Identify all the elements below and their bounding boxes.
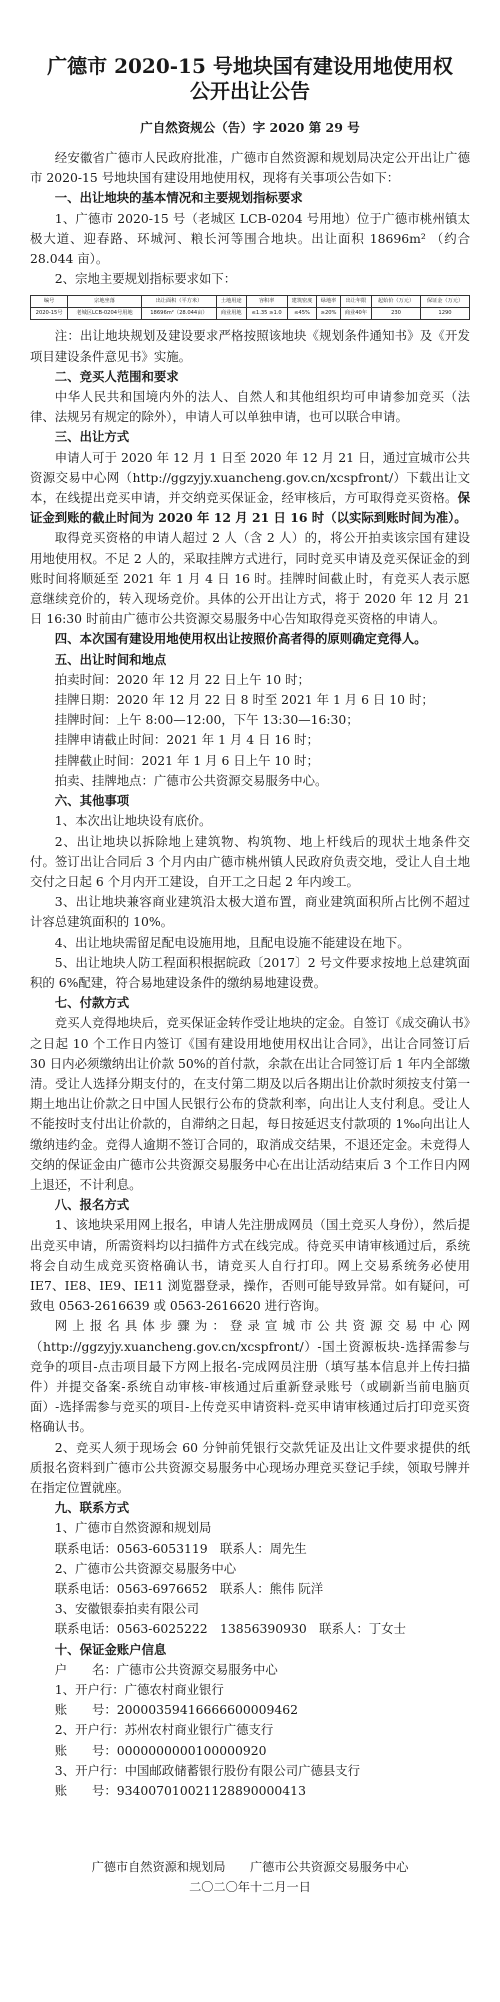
table-cell: ≥20%: [317, 308, 340, 320]
table-cell: 2020-15号: [31, 308, 68, 320]
other-matter-item: 1、本次出让地块设有底价。: [54, 813, 212, 829]
contact-line: 2、广德市公共资源交易服务中心: [54, 1560, 237, 1576]
table-cell: 商业用地: [216, 308, 246, 320]
account-line: 户 名：广德市公共资源交易服务中心: [54, 1661, 278, 1677]
schedule-item: 拍卖、挂牌地点：广德市公共资源交易服务中心。: [54, 772, 328, 788]
section-6-heading: 六、其他事项: [54, 793, 130, 809]
account-line: 3、开户行：中国邮政储蓄银行股份有限公司广德县支行: [54, 1762, 361, 1778]
contact-line: 联系电话：0563-6025222 13856390930 联系人：丁女士: [54, 1621, 406, 1637]
schedule-item: 挂牌日期：2020 年 12 月 22 日 8 时至 2021 年 1 月 6 日 10 时；: [54, 692, 434, 708]
table-header-cell: 保证金（万元）: [420, 296, 469, 308]
table-cell: 230: [372, 308, 421, 320]
title-line-1: 广德市 2020-15 号地块国有建设用地使用权: [47, 54, 453, 78]
table-header-cell: 起始价（万元）: [372, 296, 421, 308]
account-line: 账 号：20000359416666600009462: [54, 1702, 299, 1718]
schedule-item: 挂牌时间：上午 8:00—12:00，下午 13:30—16:30；: [54, 712, 359, 728]
section-7-heading: 七、付款方式: [54, 995, 130, 1011]
contact-line: 联系电话：0563-6976652 联系人：熊伟 阮洋: [54, 1581, 324, 1597]
section-1-heading: 一、出让地块的基本情况和主要规划指标要求: [54, 190, 303, 206]
contact-line: 3、安徽银泰拍卖有限公司: [54, 1601, 199, 1617]
account-line: 账 号：934007010021128890000413: [54, 1783, 306, 1799]
contact-line: 1、广德市自然资源和规划局: [54, 1520, 212, 1536]
document-number: 广自然资规公（告）字 2020 第 29 号: [140, 120, 360, 135]
section-8-paragraph-2: 网上报名具体步骤为：登录宣城市公共资源交易中心网（http://ggzyjy.xuancheng.gov.cn/xcspfront/）-国土资源板块-选择需参与竞争的项目-点击项目最下方网上报名-完成网员注册（填写基本信息并上传扫描件）并提交备案-系统自动审核-审核通过后重新登录账号（或刷新当前电脑页面）-选择需参与竞买的项目-上传竞买申请资料-竞买申请审核通过后打印竞买资格确认书。: [30, 1318, 470, 1435]
deposit-deadline-text: 保证金到账的截止时间为 2020 年 12 月 21 日 16 时（以实际到账时间为准）。: [30, 490, 470, 526]
signature-date: 二〇二〇年十二月一日: [189, 1880, 311, 1895]
section-1-note: 注：出让地块规划及建设要求严格按照该地块《规划条件通知书》及《开发项目建设条件意见书》实施。: [30, 328, 470, 364]
table-header-cell: 编号: [31, 296, 68, 308]
section-8-paragraph-1: 1、该地块采用网上报名，申请人先注册成网员（国土竞买人身份），然后提出竞买申请，所需资料均以扫描件方式在线完成。待竞买申请审核通过后，系统将会自动生成竞买资格确认书，请竞买人自行打印。网上交易系统务必使用 IE7、IE8、IE9、IE11 浏览器登录，操作，否则可能导致异常。如有疑问，可致电 0563-2616639 或 0563-2616620 进行咨询。: [30, 1217, 470, 1314]
table-cell: 老城区LCB-0204号用地: [68, 308, 142, 320]
table-header-cell: 宗地坐落: [68, 296, 142, 308]
table-cell: 商业40年: [340, 308, 371, 320]
other-matter-item: 5、出让地块人防工程面积根据皖政〔2017〕2 号文件要求按地上总建筑面积的 6%配建，符合易地建设条件的缴纳易地建设费。: [30, 954, 470, 990]
contact-line: 联系电话：0563-6053119 联系人：周先生: [54, 1540, 307, 1556]
table-header-cell: 绿地率: [317, 296, 340, 308]
table-header-cell: 容积率: [246, 296, 287, 308]
table-cell: 18696m²（28.044亩）: [141, 308, 216, 320]
other-matter-item: 2、出让地块以拆除地上建筑物、构筑物、地上杆线后的现状土地条件交付。签订出让合同后 3 个月内由广德市桃州镇人民政府负责交地，受让人自土地交付之日起 6 个月内开工建设，自开工之日起 2 年内竣工。: [30, 833, 470, 889]
table-header-cell: 出让面积（平方米）: [141, 296, 216, 308]
section-1-paragraph-2: 2、宗地主要规划指标要求如下：: [54, 271, 237, 287]
account-line: 1、开户行：广德农村商业银行: [54, 1682, 224, 1698]
section-5-heading: 五、出让时间和地点: [54, 651, 167, 667]
table-cell: 1290: [420, 308, 469, 320]
section-4-heading: 四、本次国有建设用地使用权出让按照价高者得的原则确定竞得人。: [54, 631, 427, 647]
schedule-item: 挂牌截止时间：2021 年 1 月 6 日上午 10 时；: [54, 752, 319, 768]
signature-orgs: 广德市自然资源和规划局 广德市公共资源交易服务中心: [91, 1860, 409, 1875]
section-2-heading: 二、竞买人范围和要求: [54, 368, 179, 384]
section-8-paragraph-3: 2、竞买人须于现场会 60 分钟前凭银行交款凭证及出让文件要求提供的纸质报名资料到广德市公共资源交易服务中心现场办理竞买登记手续，领取号牌并在指定位置就座。: [30, 1439, 470, 1495]
section-3-p1-text: 申请人可于 2020 年 12 月 1 日至 2020 年 12 月 21 日，通过宣城市公共资源交易中心网（http://ggzyjy.xuancheng.gov.cn/xcspfront/）下载出让文本，在线提出竞买申请，并交纳竞买保证金，经审核后，方可取得竞买资格。: [30, 449, 470, 506]
land-spec-table: [30, 295, 470, 320]
table-header-cell: 建筑密度: [287, 296, 317, 308]
section-1-paragraph-1: 1、广德市 2020-15 号（老城区 LCB-0204 号用地）位于广德市桃州镇太极大道、迎春路、环城河、粮长河等围合地块。出让面积 18696m² （约合 28.044 亩）。: [30, 210, 470, 267]
page-title: [30, 54, 470, 104]
table-row: [31, 308, 470, 320]
title-line-2: 公开出让公告: [190, 79, 310, 103]
schedule-item: 挂牌申请截止时间：2021 年 1 月 4 日 16 时；: [54, 732, 319, 748]
section-8-heading: 八、报名方式: [54, 1197, 130, 1213]
section-7-paragraph-1: 竞买人竞得地块后，竞买保证金转作受让地块的定金。自签订《成交确认书》之日起 10 个工作日内签订《国有建设用地使用权出让合同》，出让合同签订后 30 日内必须缴纳出让价款 50%的首付款，余款在出让合同签订后 1 年内全部缴清。受让人选择分期支付的，在支付第二期及以后各期出让价款时须按支付第一期土地出让价款之日中国人民银行公布的贷款利率，向出让人支付利息。受让人不能按时支付出让价款的，自滞纳之日起，每日按延迟支付款项的 1‰向出让人缴纳违约金。竞得人逾期不签订合同的，取消成交结果，不退还定金。未竞得人交纳的保证金由广德市公共资源交易服务中心在出让活动结束后 3 个工作日内网上退还，不计利息。: [30, 1015, 470, 1192]
table-header-cell: 土地用途: [216, 296, 246, 308]
section-2-paragraph-1: 中华人民共和国境内外的法人、自然人和其他组织均可申请参加竞买（法律、法规另有规定的除外），申请人可以单独申请，也可以联合申请。: [30, 389, 470, 425]
section-3-paragraph-2: 取得竞买资格的申请人超过 2 人（含 2 人）的，将公开拍卖该宗国有建设用地使用权。不足 2 人的，采取挂牌方式进行，同时竞买申请及竞买保证金的到账时间将顺延至 2021 年 1 月 4 日 16 时。挂牌时间截止时，有竞买人表示愿意继续竞价的，转入现场竞价。具体的公开出让方式，将于 2020 年 12 月 21 日 16:30 时前由广德市公共资源交易服务中心告知取得竞买资格的申请人。: [30, 530, 470, 627]
section-9-heading: 九、联系方式: [54, 1500, 130, 1516]
spacer: [30, 1801, 470, 1857]
account-line: 账 号：0000000000100000920: [54, 1742, 267, 1758]
section-10-heading: 十、保证金账户信息: [54, 1641, 167, 1657]
table-cell: ≤1.35 ≥1.0: [246, 308, 287, 320]
account-line: 2、开户行：苏州农村商业银行广德支行: [54, 1722, 274, 1738]
section-3-heading: 三、出让方式: [54, 429, 130, 445]
table-header-cell: 出让年限: [340, 296, 371, 308]
other-matter-item: 3、出让地块兼容商业建筑沿太极大道布置，商业建筑面积所占比例不超过计容总建筑面积的 10%。: [30, 894, 470, 930]
section-3-paragraph-1: [30, 448, 470, 529]
land-spec-table-wrapper: [30, 295, 470, 320]
intro-paragraph: 经安徽省广德市人民政府批准，广德市自然资源和规划局决定公开出让广德市 2020-15 号地块国有建设用地使用权，现将有关事项公告如下：: [30, 150, 470, 186]
schedule-item: 拍卖时间：2020 年 12 月 22 日上午 10 时；: [54, 671, 310, 687]
table-header-row: [31, 296, 470, 308]
other-matter-item: 4、出让地块需留足配电设施用地，且配电设施不能建设在地下。: [54, 934, 410, 950]
table-cell: ≤45%: [287, 308, 317, 320]
